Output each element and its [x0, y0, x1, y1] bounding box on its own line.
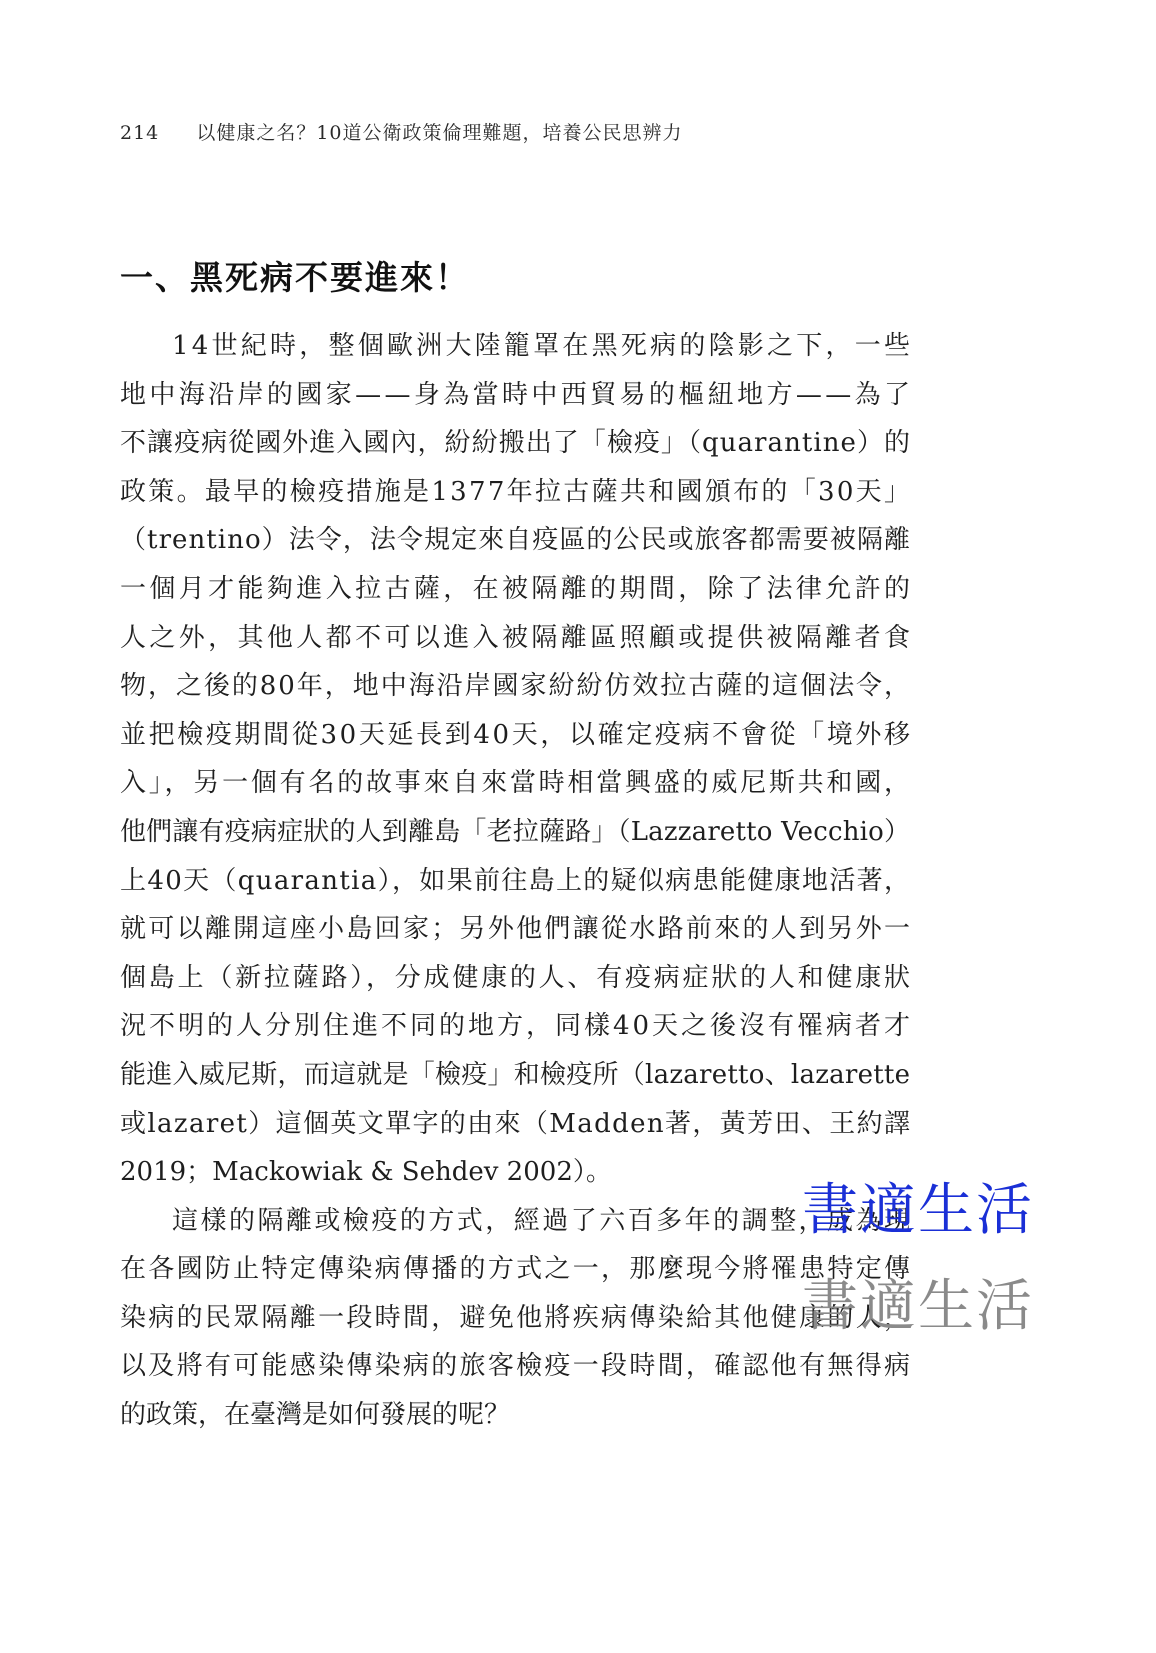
text-line: 入」，另一個有名的故事來自來當時相當興盛的威尼斯共和國，: [120, 768, 913, 799]
watermark-blue: 書適生活: [802, 1178, 1034, 1243]
text-line: 不讓疫病從國外進入國內，紛紛搬出了「檢疫」（quarantine）的: [120, 428, 912, 459]
text-line: 物，之後的80年，地中海沿岸國家紛紛仿效拉古薩的這個法令，: [120, 671, 912, 702]
text-line: 這樣的隔離或檢疫的方式，經過了六百多年的調整，成為現: [172, 1205, 913, 1236]
text-line: 或lazaret）這個英文單字的由來（Madden著，黃芳田、王約譯: [120, 1108, 912, 1139]
text-line: 一個月才能夠進入拉古薩，在被隔離的期間，除了法律允許的: [120, 573, 914, 604]
text-line: 上40天（quarantia），如果前往島上的疑似病患能健康地活著，: [120, 865, 912, 896]
text-line: 並把檢疫期間從30天延長到40天，以確定疫病不會從「境外移: [120, 719, 913, 750]
watermark-gray: 書適生活: [802, 1274, 1034, 1339]
text-line: 個島上（新拉薩路），分成健康的人、有疫病症狀的人和健康狀: [120, 962, 913, 993]
running-header: [120, 118, 683, 145]
text-line: 在各國防止特定傳染病傳播的方式之一，那麼現今將罹患特定傳: [120, 1254, 913, 1285]
text-line: 政策。最早的檢疫措施是1377年拉古薩共和國頒布的「30天」: [120, 476, 913, 507]
text-line: 染病的民眾隔離一段時間，避免他將疾病傳染給其他健康的人，: [120, 1302, 913, 1333]
paragraph-2: [120, 1197, 913, 1440]
text-line: 14世紀時，整個歐洲大陸籠罩在黑死病的陰影之下，一些: [172, 331, 914, 361]
text-line: 況不明的人分別住進不同的地方，同樣40天之後沒有罹病者才: [120, 1011, 913, 1042]
text-line: （trentino）法令，法令規定來自疫區的公民或旅客都需要被隔離: [120, 525, 912, 556]
paragraph-1: [120, 322, 914, 1197]
text-line: 以及將有可能感染傳染病的旅客檢疫一段時間，確認他有無得病: [120, 1351, 913, 1382]
text-line: 2019；Mackowiak & Sehdev 2002）。: [120, 1157, 612, 1188]
text-line: 就可以離開這座小島回家；另外他們讓從水路前來的人到另外一: [120, 914, 913, 945]
page-number: 214: [120, 122, 160, 144]
text-line: 地中海沿岸的國家——身為當時中西貿易的樞紐地方——為了: [120, 379, 914, 410]
body-text: [120, 322, 914, 1440]
book-title: 以健康之名？10道公衛政策倫理難題，培養公民思辨力: [196, 122, 683, 144]
text-line: 他們讓有疫病症狀的人到離島「老拉薩路」（Lazzaretto Vecchio）: [120, 816, 911, 847]
text-line: 人之外，其他人都不可以進入被隔離區照顧或提供被隔離者食: [120, 622, 914, 653]
text-line: 能進入威尼斯，而這就是「檢疫」和檢疫所（lazaretto、lazarette: [120, 1059, 911, 1090]
text-line: 的政策，在臺灣是如何發展的呢？: [120, 1400, 511, 1431]
section-heading: 一、黑死病不要進來！: [120, 258, 470, 297]
